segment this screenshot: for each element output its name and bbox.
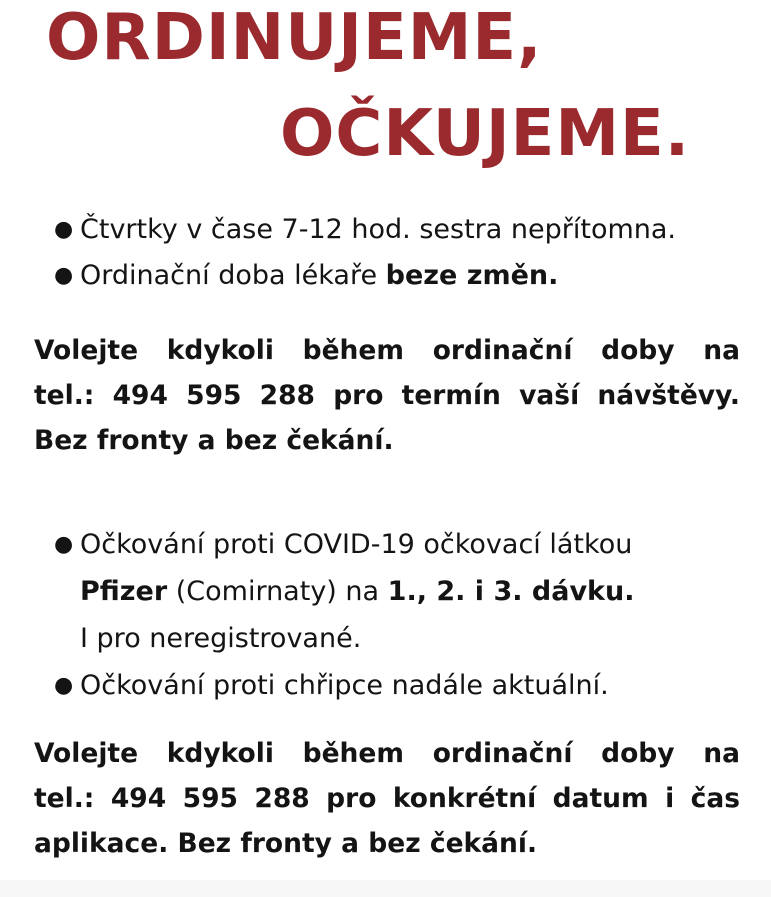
call-paragraph-1-line: Bez fronty a bez čekání. [34,425,394,456]
bullet-icon: ● [54,217,74,242]
vaccination-list [52,521,752,709]
flu-vaccine-text: Očkování proti chřipce nadále aktuální. [80,670,609,701]
vaccine-brand: Pfizer [80,576,168,607]
list-item [52,521,752,662]
office-hours-bold: beze změn. [385,260,559,291]
nurse-absence-text: Čtvrtky v čase 7-12 hod. sestra nepřítomna. [80,214,677,245]
call-paragraph-2-line: tel.: 494 595 288 pro konkrétní datum i čas [34,783,740,814]
call-paragraph-2 [34,731,740,866]
office-hours-text: Ordinační doba lékaře [80,260,386,291]
covid-vaccine-text: Očkování proti COVID-19 očkovací látkou [80,529,633,560]
schedule-list [52,207,752,299]
bullet-icon: ● [54,532,74,557]
unregistered-note: I pro neregistrované. [80,623,362,654]
vaccine-detail: (Comirnaty) na [167,576,388,607]
bottom-strip [0,880,771,897]
call-paragraph-1-line: Volejte kdykoli během ordinační doby na [34,335,740,366]
call-paragraph-2-line: aplikace. Bez fronty a bez čekání. [34,828,538,859]
headline-line-1: ORDINUJEME, [46,1,543,75]
bullet-icon: ● [54,263,74,288]
list-item [52,253,752,299]
vaccine-doses: 1., 2. i 3. dávku. [387,576,635,607]
call-paragraph-1 [34,328,740,463]
list-item [52,207,752,253]
call-paragraph-1-line: tel.: 494 595 288 pro termín vaší návštěvy. [34,380,740,411]
list-item [52,662,752,709]
headline-line-2: OČKUJEME. [280,97,691,171]
call-paragraph-2-line: Volejte kdykoli během ordinační doby na [34,738,740,769]
bullet-icon: ● [54,673,74,698]
